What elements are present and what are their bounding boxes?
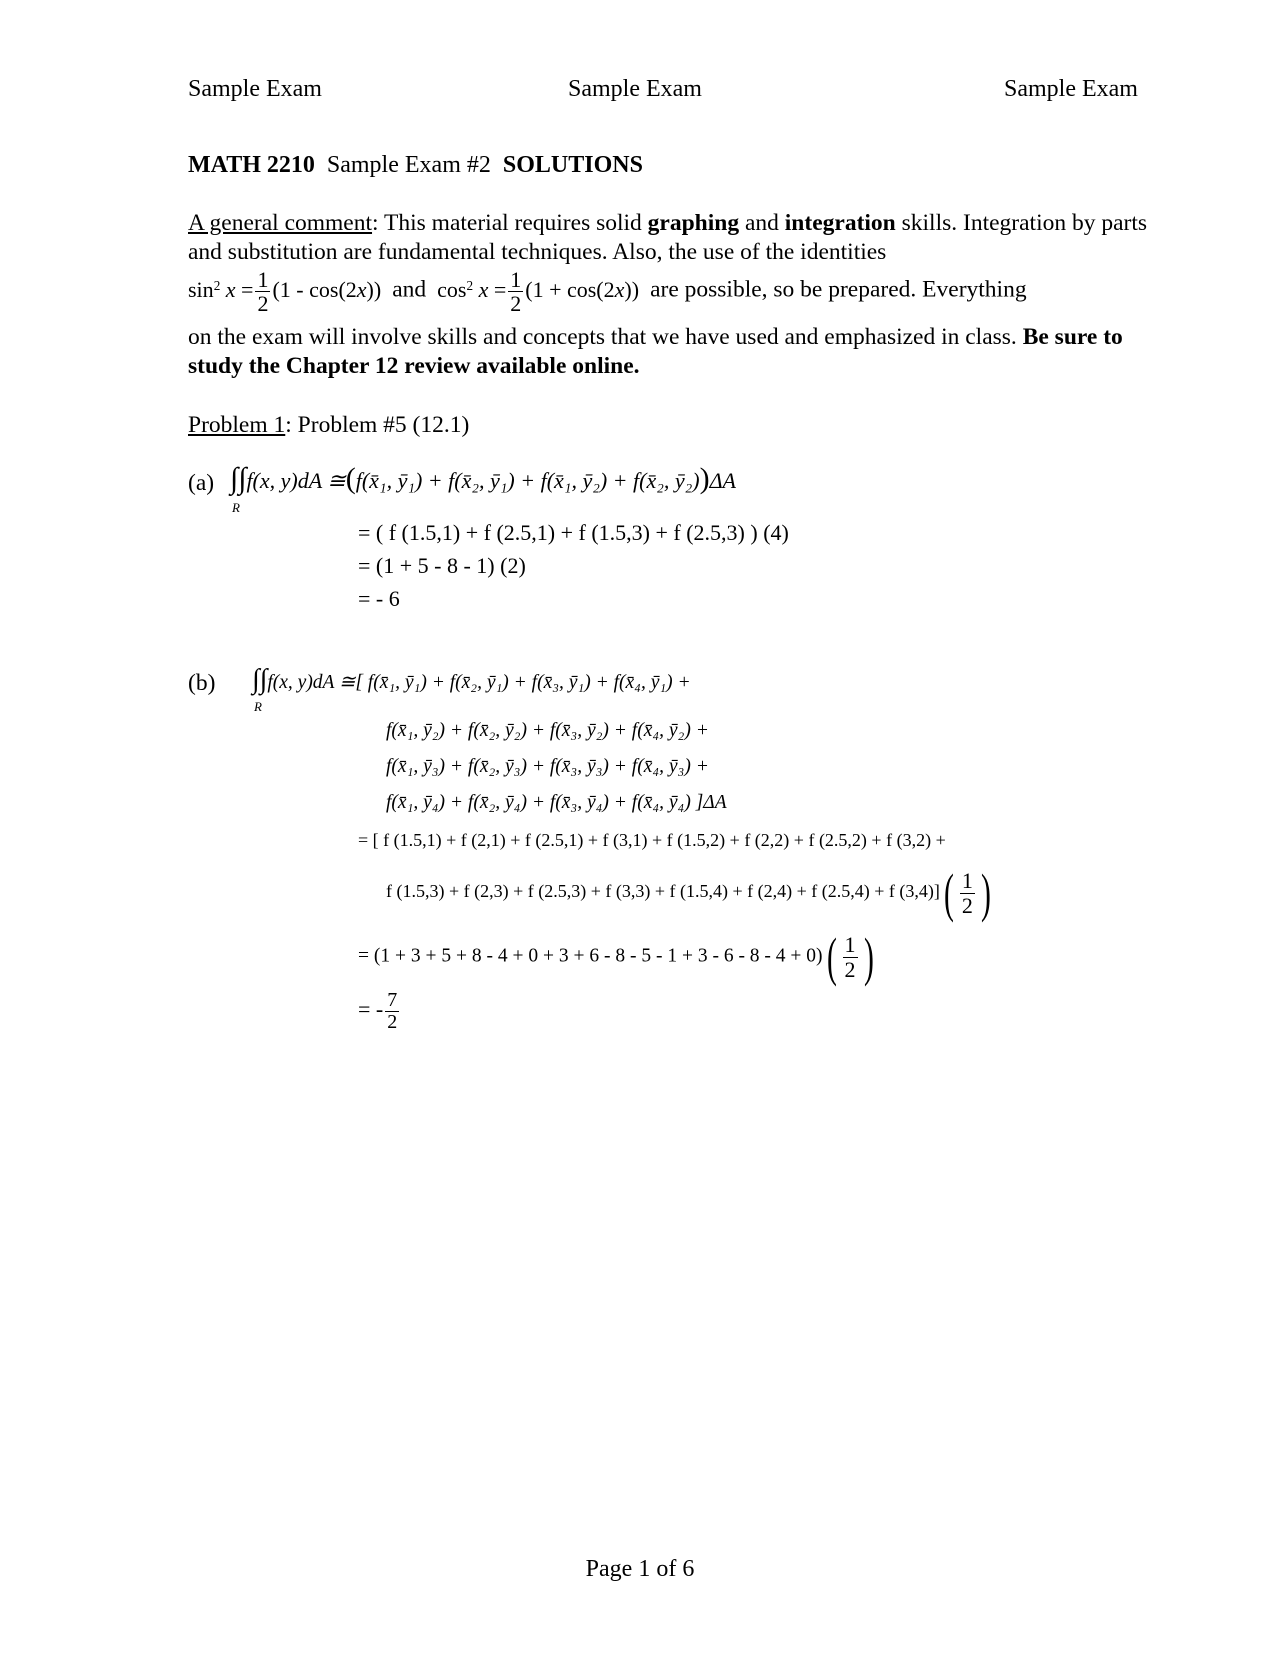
integral-region-b: R [254, 699, 262, 714]
intro-paragraph [188, 209, 1148, 267]
result-denominator: 2 [387, 1011, 398, 1033]
intro-bold-integration: integration [784, 210, 896, 236]
intro-text-3: skills. Integration by parts and substitution are fundamental techniques. Also, the use of the identities [188, 210, 1148, 265]
identity-line [188, 268, 1027, 315]
part-a-delta-a: ΔA [709, 468, 736, 493]
identity-trailing-text: are possible, so be prepared. Everything [650, 276, 1027, 303]
part-b-row-2: f(x̄₁, ȳ₂) + f(x̄₂, ȳ₂) + f(x̄₃, ȳ₂) + f(x̄₄, ȳ₂) + [386, 720, 709, 741]
intro-text-1: : This material requires solid [372, 210, 648, 236]
part-a-line-4: = - 6 [358, 586, 400, 611]
and-word: and [392, 276, 427, 303]
sin-identity: $\sin^2 x$ = $\frac{1}{2}$ (1 - cos(2x)) [188, 267, 382, 317]
integral-region-a: R [232, 500, 240, 515]
part-b-result [358, 990, 401, 1033]
part-b-row-7: = (1 + 3 + 5 + 8 - 4 + 0 + 3 + 6 - 8 - 5 - 1 + 3 - 6 - 8 - 4 + 0)( $\frac{1}{2}$ ) [358, 927, 874, 987]
solutions-label: SOLUTIONS [502, 152, 643, 178]
general-comment-label: A general comment [188, 210, 373, 236]
header-right: Sample Exam [1004, 76, 1138, 102]
part-b-label: (b) [188, 670, 216, 696]
part-b-row-6: f (1.5,3) + f (2,3) + f (2.5,3) + f (3,3) + f (1.5,4) + f (2,4) + f (2.5,4) + f (3,4)]( $\frac{1}{2}$ ) [386, 863, 991, 923]
part-b-lhs: f(x, y)dA ≅ [267, 672, 356, 693]
page-title [188, 152, 643, 179]
intro-bold-review: Be sure to study the Chapter 12 review available online. [188, 324, 1123, 379]
intro-text-5: on the exam will involve skills and concepts that we have used and emphasized in class. [188, 324, 1023, 350]
part-b-result-prefix: = - [358, 996, 384, 1022]
intro-bold-graphing: graphing [647, 210, 740, 236]
part-a-line-3: = (1 + 5 - 8 - 1) (2) [358, 553, 526, 578]
part-b-row-4: f(x̄₁, ȳ₄) + f(x̄₂, ȳ₄) + f(x̄₃, ȳ₄) + f(x̄₄, ȳ₄) ]ΔA [386, 792, 727, 813]
header-left: Sample Exam [188, 76, 322, 102]
double-integral-icon: ∫∫ [230, 462, 247, 495]
part-b-row-7-text: = (1 + 3 + 5 + 8 - 4 + 0 + 3 + 6 - 8 - 5 - 1 + 3 - 6 - 8 - 4 + 0) [358, 945, 823, 967]
part-b-first-line [252, 664, 691, 696]
intro-text-2: and [739, 210, 785, 236]
cos-identity: $\cos^2 x$ = $\frac{1}{2}$ (1 + cos(2x)) [437, 267, 640, 317]
page-footer: Page 1 of 6 [585, 1556, 695, 1582]
problem-label: Problem 1 [188, 412, 286, 438]
course-code: MATH 2210 [188, 152, 315, 178]
part-b-row-3: f(x̄₁, ȳ₃) + f(x̄₂, ȳ₃) + f(x̄₃, ȳ₃) + f(x̄₄, ȳ₃) + [386, 756, 709, 777]
part-a-riemann-sum: f(x̄₁, ȳ₁) + f(x̄₂, ȳ₁) + f(x̄₁, ȳ₂) + f(x̄₂, ȳ₂) [355, 468, 700, 493]
part-b-row-1: [ f(x̄₁, ȳ₁) + f(x̄₂, ȳ₁) + f(x̄₃, ȳ₁) + f(x̄₄, ȳ₁) + [355, 672, 691, 693]
part-a-lhs: f(x, y)dA ≅ [246, 468, 346, 493]
part-a-label: (a) [188, 470, 215, 496]
problem-heading [188, 412, 469, 439]
part-a-line-2: = ( f (1.5,1) + f (2.5,1) + f (1.5,3) + f (2.5,3) ) (4) [358, 520, 789, 545]
part-b-row-6-text: f (1.5,3) + f (2,3) + f (2.5,3) + f (3,3) + f (1.5,4) + f (2,4) + f (2.5,4) + f (3,4)] [386, 881, 940, 902]
part-b-row-5: = [ f (1.5,1) + f (2,1) + f (2.5,1) + f (3,1) + f (1.5,2) + f (2,2) + f (2.5,2) + f (3,2) + [358, 830, 946, 850]
intro-paragraph-2 [188, 323, 1148, 381]
header-center: Sample Exam [568, 76, 702, 102]
result-numerator: 7 [387, 989, 398, 1011]
double-integral-icon: ∫∫ [252, 664, 268, 695]
problem-ref: : Problem #5 (12.1) [285, 412, 470, 438]
part-a-first-line: ∫∫f(x, y)dA ≅(f(x̄₁, ȳ₁) + f(x̄₂, ȳ₁) + f(x̄₁, ȳ₂) + f(x̄₂, ȳ₂))ΔA [230, 462, 736, 495]
exam-name: Sample Exam #2 [326, 152, 491, 178]
